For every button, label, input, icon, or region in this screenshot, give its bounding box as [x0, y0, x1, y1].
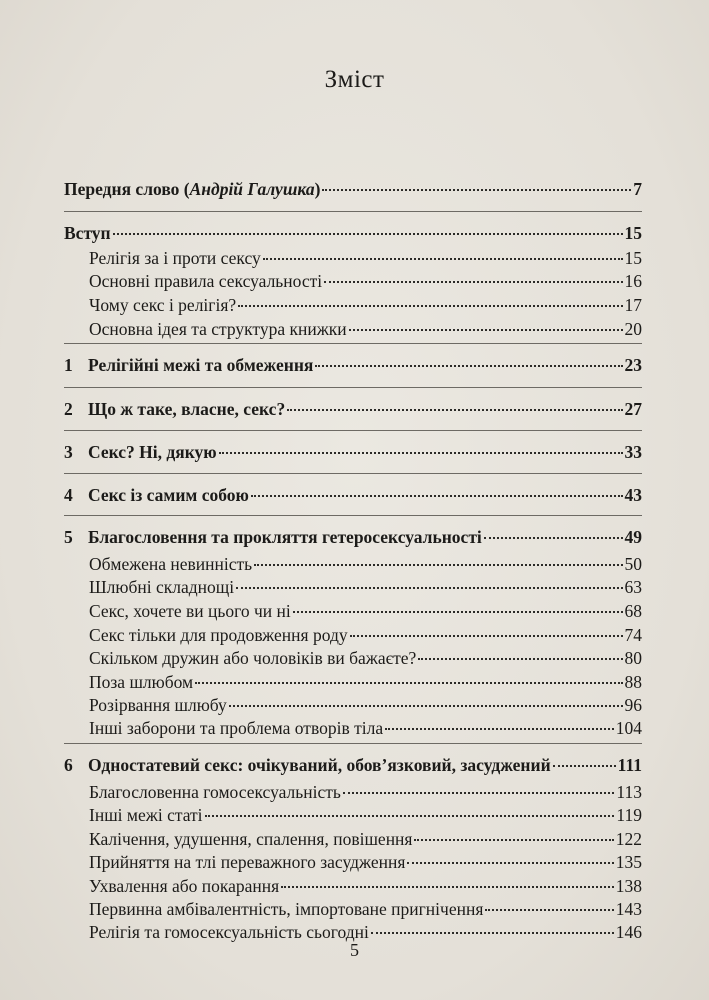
dot-leader [205, 815, 615, 817]
dot-leader [553, 765, 616, 767]
toc-subentry: Скільком дружин або чоловіків ви бажаєте? 80 [89, 648, 642, 668]
dot-leader [238, 305, 622, 307]
dot-leader [281, 886, 614, 888]
page-title: Зміст [324, 66, 385, 93]
dot-leader [407, 862, 613, 864]
dot-leader [219, 452, 623, 454]
dot-leader [350, 635, 623, 637]
toc-subentry: Поза шлюбом 88 [89, 672, 642, 692]
toc-subentry: Релігія та гомосексуальність сьогодні 146 [89, 922, 642, 942]
dot-leader [349, 329, 623, 331]
dot-leader [236, 587, 622, 589]
chapter-number: 4 [64, 485, 73, 505]
page-number: 5 [350, 940, 359, 960]
chapter-number: 5 [64, 527, 73, 547]
toc-subentry: Ухвалення або покарання 138 [89, 876, 642, 896]
toc-entry-label: Передня слово (Андрій Галушка) [64, 179, 321, 199]
dot-leader [263, 258, 623, 260]
section-divider [64, 743, 642, 744]
dot-leader [385, 728, 614, 730]
dot-leader [195, 682, 622, 684]
toc-subentry: Прийняття на тлі переважного засудження 135 [89, 852, 642, 872]
foreword-author: Андрій Галушка [189, 179, 315, 199]
dot-leader [343, 792, 615, 794]
toc-subentry: Секс, хочете ви цього чи ні 68 [89, 601, 642, 621]
toc-page-number: 15 [624, 223, 642, 243]
dot-leader [485, 909, 613, 911]
toc-subentry: Первинна амбівалентність, імпортоване пригнічення 143 [89, 899, 642, 919]
dot-leader [254, 564, 622, 566]
dot-leader [371, 932, 614, 934]
section-divider [64, 343, 642, 344]
dot-leader [113, 233, 623, 235]
section-divider [64, 387, 642, 388]
toc-chapter-1: 1 Релігійні межі та обмеження 23 [64, 355, 642, 375]
toc-subentry: Обмежена невинність 50 [89, 554, 642, 574]
chapter-number: 3 [64, 442, 73, 462]
toc-subentry: Чому секс і релігія? 17 [89, 295, 642, 315]
toc-chapter-3: 3 Секс? Ні, дякую 33 [64, 442, 642, 462]
dot-leader [229, 705, 623, 707]
section-divider [64, 473, 642, 474]
toc-subentry: Інші межі статі 119 [89, 805, 642, 825]
toc-subentry: Інші заборони та проблема отворів тіла 104 [89, 718, 642, 738]
dot-leader [287, 409, 622, 411]
toc-entry-intro [64, 222, 642, 244]
section-divider [64, 430, 642, 431]
toc-entry-label: Вступ [64, 223, 111, 243]
toc-chapter-4: 4 Секс із самим собою 43 [64, 485, 642, 505]
dot-leader [484, 537, 623, 539]
toc-subentry: Основна ідея та структура книжки 20 [89, 319, 642, 339]
dot-leader [414, 839, 613, 841]
chapter-number: 6 [64, 755, 73, 775]
toc-subentry: Калічення, удушення, спалення, повішення 122 [89, 829, 642, 849]
toc-subentry: Секс тільки для продовження роду 74 [89, 625, 642, 645]
toc-subentry: Розірвання шлюбу 96 [89, 695, 642, 715]
toc-subentry: Основні правила сексуальності 16 [89, 271, 642, 291]
toc-chapter-2: 2 Що ж таке, власне, секс? 27 [64, 399, 642, 419]
toc-subentry: Релігія за і проти сексу 15 [89, 248, 642, 268]
chapter-number: 1 [64, 355, 73, 375]
section-divider [64, 211, 642, 212]
dot-leader [418, 658, 622, 660]
section-divider [64, 515, 642, 516]
dot-leader [315, 365, 622, 367]
chapter-number: 2 [64, 399, 73, 419]
toc-chapter-5: 5 Благословення та прокляття гетеросексуальності 49 [64, 527, 642, 547]
toc-page-number: 7 [633, 179, 642, 199]
dot-leader [251, 495, 623, 497]
toc-subentry: Благословенна гомосексуальність 113 [89, 782, 642, 802]
toc-entry-foreword [64, 178, 642, 200]
dot-leader [293, 611, 623, 613]
toc-chapter-6: 6 Одностатевий секс: очікуваний, обов’язковий, засуджений 111 [64, 755, 642, 775]
toc-subentry: Шлюбні складнощі 63 [89, 577, 642, 597]
dot-leader [324, 281, 622, 283]
dot-leader [322, 189, 631, 191]
